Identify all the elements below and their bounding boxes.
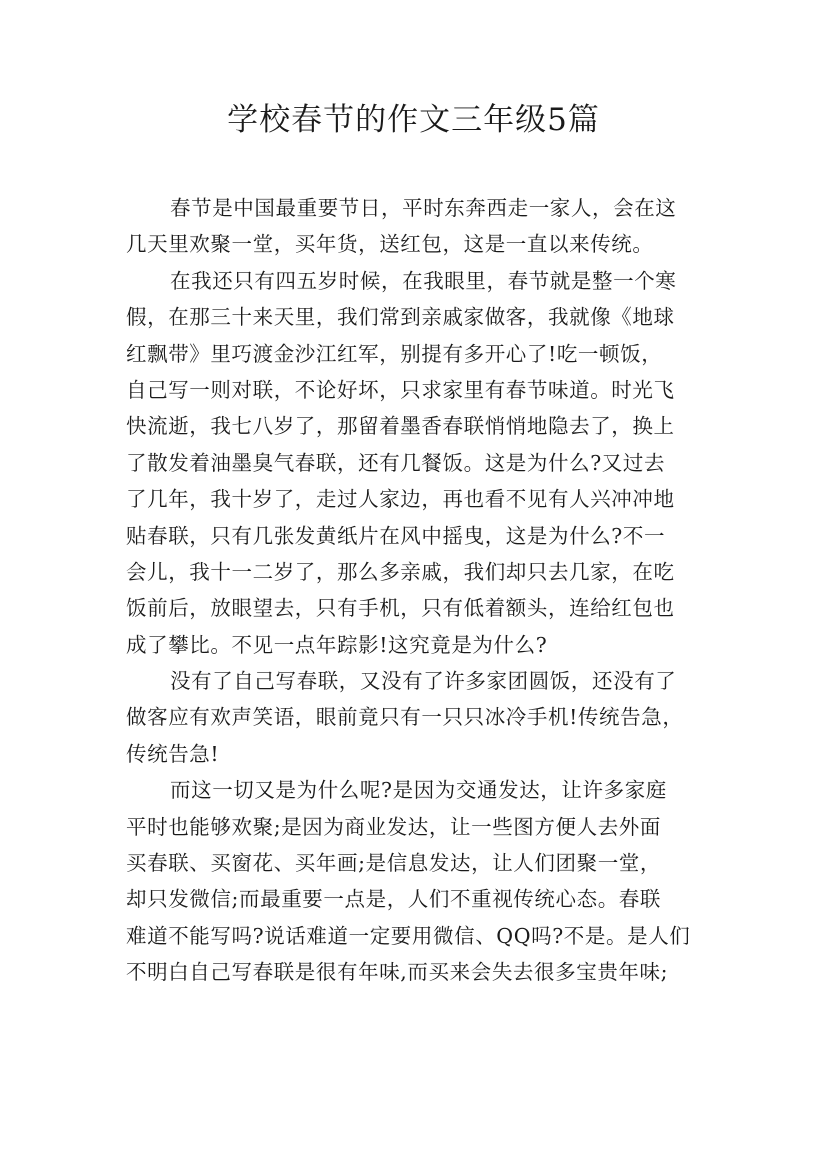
text-line: 而这一切又是为什么呢?是因为交通发达，让许多家庭 (170, 778, 667, 803)
text-line: 买春联、买窗花、买年画;是信息发达，让人们团聚一堂， (126, 851, 662, 876)
text-line: 没有了自己写春联，又没有了许多家团圆饭，还没有了 (170, 669, 677, 694)
text-line: 春节是中国最重要节日，平时东奔西走一家人，会在这 (170, 196, 677, 220)
text-line: 传统告急! (126, 741, 220, 766)
text-line: 了几年，我十岁了，走过人家边，再也看不见有人兴冲冲地 (126, 487, 675, 512)
document-title: 学校春节的作文三年级5篇 (227, 102, 600, 138)
text-line: 却只发微信;而最重要一点是，人们不重视传统心态。春联 (126, 887, 662, 912)
text-line: 贴春联，只有几张发黄纸片在风中摇曳，这是为什么?不一 (126, 523, 666, 548)
paragraph-4 (126, 772, 716, 990)
text-line: 几天里欢聚一堂，买年货，送红包，这是一直以来传统。 (126, 232, 654, 257)
text-line: 在我还只有四五岁时候，在我眼里，春节就是整一个寒 (170, 268, 677, 293)
text-line: 自己写一则对联，不论好坏，只求家里有春节味道。时光飞 (126, 377, 675, 402)
text-line: 了散发着油墨臭气春联，还有几餐饭。这是为什么?又过去 (126, 450, 666, 475)
text-line: 假，在那三十来天里，我们常到亲戚家做客，我就像《地球 (126, 305, 675, 330)
text-line: 做客应有欢声笑语，眼前竟只有一只只冰冷手机!传统告急， (126, 705, 684, 730)
text-line: 饭前后，放眼望去，只有手机，只有低着额头，连给红包也 (126, 596, 675, 621)
text-line: 会儿，我十一二岁了，那么多亲戚，我们却只去几家，在吃 (126, 559, 675, 584)
text-line: 快流逝，我七八岁了，那留着墨香春联悄悄地隐去了，换上 (126, 414, 675, 439)
text-line: 不明白自己写春联是很有年味,而买来会失去很多宝贵年味; (126, 960, 669, 985)
text-line: 难道不能写吗?说话难道一定要用微信、QQ吗?不是。是人们 (126, 923, 691, 948)
text-line: 红飘带》里巧渡金沙江红军，别提有多开心了!吃一顿饭， (126, 341, 663, 366)
text-line: 平时也能够欢聚;是因为商业发达，让一些图方便人去外面 (126, 814, 662, 839)
document-body (126, 190, 716, 991)
text-line: 成了攀比。不见一点年踪影!这究竟是为什么? (126, 632, 548, 657)
paragraph-1 (126, 190, 716, 263)
paragraph-3 (126, 663, 716, 772)
paragraph-2 (126, 263, 716, 663)
